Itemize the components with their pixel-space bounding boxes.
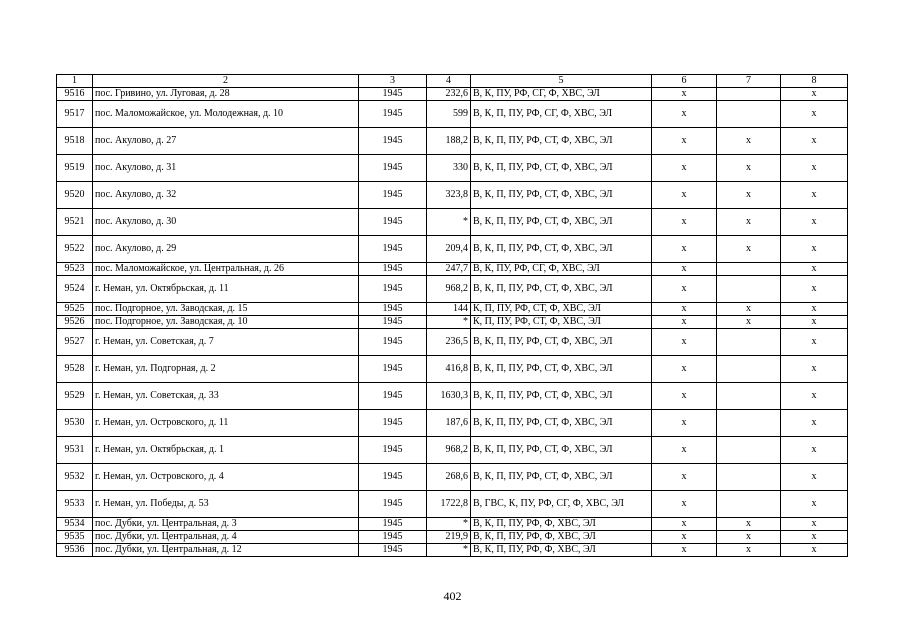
mark-cell-col7: х [717, 303, 781, 316]
row-number-cell: 9530 [57, 410, 93, 437]
table-row [57, 263, 848, 276]
year-cell: 1945 [359, 356, 427, 383]
mark-cell-col8: х [781, 329, 848, 356]
row-number-cell: 9534 [57, 518, 93, 531]
row-number-cell: 9524 [57, 276, 93, 303]
row-number-cell: 9516 [57, 88, 93, 101]
row-number-cell: 9529 [57, 383, 93, 410]
mark-cell-col7: х [717, 544, 781, 557]
table-row [57, 101, 848, 128]
mark-cell-col7: х [717, 128, 781, 155]
address-cell: пос. Акулово, д. 31 [93, 155, 359, 182]
table-row [57, 531, 848, 544]
address-cell: пос. Подгорное, ул. Заводская, д. 10 [93, 316, 359, 329]
structural-elements-cell: В, К, П, ПУ, РФ, СТ, Ф, ХВС, ЭЛ [471, 128, 652, 155]
address-cell: пос. Акулово, д. 30 [93, 209, 359, 236]
row-number-cell: 9519 [57, 155, 93, 182]
structural-elements-cell: В, К, П, ПУ, РФ, СТ, Ф, ХВС, ЭЛ [471, 182, 652, 209]
table-row [57, 316, 848, 329]
mark-cell-col6: х [652, 101, 717, 128]
area-cell: * [427, 544, 471, 557]
area-cell: 1630,3 [427, 383, 471, 410]
address-cell: г. Неман, ул. Островского, д. 4 [93, 464, 359, 491]
table-row [57, 437, 848, 464]
mark-cell-col6: х [652, 329, 717, 356]
mark-cell-col6: х [652, 182, 717, 209]
address-cell: пос. Маломожайское, ул. Молодежная, д. 10 [93, 101, 359, 128]
area-cell: 232,6 [427, 88, 471, 101]
mark-cell-col8: х [781, 128, 848, 155]
area-cell: 599 [427, 101, 471, 128]
address-cell: г. Неман, ул. Октябрьская, д. 1 [93, 437, 359, 464]
row-number-cell: 9523 [57, 263, 93, 276]
mark-cell-col8: х [781, 464, 848, 491]
row-number-cell: 9525 [57, 303, 93, 316]
mark-cell-col7 [717, 356, 781, 383]
table-row [57, 276, 848, 303]
area-cell: 247,7 [427, 263, 471, 276]
mark-cell-col8: х [781, 209, 848, 236]
column-header: 4 [427, 75, 471, 88]
table-row [57, 329, 848, 356]
structural-elements-cell: В, К, П, ПУ, РФ, СТ, Ф, ХВС, ЭЛ [471, 329, 652, 356]
address-cell: пос. Гривино, ул. Луговая, д. 28 [93, 88, 359, 101]
mark-cell-col8: х [781, 236, 848, 263]
housing-register-table [56, 74, 848, 557]
mark-cell-col6: х [652, 464, 717, 491]
area-cell: 968,2 [427, 276, 471, 303]
mark-cell-col6: х [652, 491, 717, 518]
mark-cell-col7: х [717, 182, 781, 209]
structural-elements-cell: В, К, П, ПУ, РФ, СТ, Ф, ХВС, ЭЛ [471, 356, 652, 383]
mark-cell-col7 [717, 410, 781, 437]
structural-elements-cell: В, К, ПУ, РФ, СГ, Ф, ХВС, ЭЛ [471, 263, 652, 276]
address-cell: г. Неман, ул. Октябрьская, д. 11 [93, 276, 359, 303]
column-header: 2 [93, 75, 359, 88]
mark-cell-col7 [717, 329, 781, 356]
mark-cell-col7 [717, 101, 781, 128]
table-row [57, 356, 848, 383]
mark-cell-col7: х [717, 155, 781, 182]
structural-elements-cell: В, К, П, ПУ, РФ, СТ, Ф, ХВС, ЭЛ [471, 155, 652, 182]
year-cell: 1945 [359, 518, 427, 531]
address-cell: пос. Маломожайское, ул. Центральная, д. 26 [93, 263, 359, 276]
mark-cell-col8: х [781, 155, 848, 182]
year-cell: 1945 [359, 410, 427, 437]
year-cell: 1945 [359, 101, 427, 128]
year-cell: 1945 [359, 544, 427, 557]
table-body [57, 75, 848, 557]
mark-cell-col7: х [717, 316, 781, 329]
column-header: 6 [652, 75, 717, 88]
year-cell: 1945 [359, 464, 427, 491]
year-cell: 1945 [359, 209, 427, 236]
structural-elements-cell: В, К, П, ПУ, РФ, СТ, Ф, ХВС, ЭЛ [471, 383, 652, 410]
table-row [57, 209, 848, 236]
table-row [57, 383, 848, 410]
area-cell: * [427, 209, 471, 236]
address-cell: пос. Дубки, ул. Центральная, д. 12 [93, 544, 359, 557]
address-cell: г. Неман, ул. Победы, д. 53 [93, 491, 359, 518]
mark-cell-col7 [717, 464, 781, 491]
mark-cell-col7: х [717, 236, 781, 263]
year-cell: 1945 [359, 276, 427, 303]
area-cell: 209,4 [427, 236, 471, 263]
year-cell: 1945 [359, 155, 427, 182]
mark-cell-col8: х [781, 276, 848, 303]
year-cell: 1945 [359, 88, 427, 101]
area-cell: 219,9 [427, 531, 471, 544]
area-cell: 188,2 [427, 128, 471, 155]
mark-cell-col6: х [652, 518, 717, 531]
structural-elements-cell: В, К, П, ПУ, РФ, СТ, Ф, ХВС, ЭЛ [471, 236, 652, 263]
page-number: 402 [443, 589, 462, 603]
mark-cell-col8: х [781, 544, 848, 557]
year-cell: 1945 [359, 531, 427, 544]
mark-cell-col7 [717, 263, 781, 276]
table-row [57, 128, 848, 155]
structural-elements-cell: В, К, П, ПУ, РФ, СГ, Ф, ХВС, ЭЛ [471, 101, 652, 128]
mark-cell-col6: х [652, 437, 717, 464]
structural-elements-cell: В, К, П, ПУ, РФ, СТ, Ф, ХВС, ЭЛ [471, 276, 652, 303]
address-cell: г. Неман, ул. Советская, д. 7 [93, 329, 359, 356]
table-row [57, 182, 848, 209]
mark-cell-col8: х [781, 383, 848, 410]
year-cell: 1945 [359, 303, 427, 316]
row-number-cell: 9532 [57, 464, 93, 491]
column-header: 3 [359, 75, 427, 88]
column-number-header-row [57, 75, 848, 88]
column-header: 1 [57, 75, 93, 88]
year-cell: 1945 [359, 316, 427, 329]
table-row [57, 544, 848, 557]
mark-cell-col7 [717, 437, 781, 464]
mark-cell-col8: х [781, 101, 848, 128]
mark-cell-col7 [717, 491, 781, 518]
structural-elements-cell: К, П, ПУ, РФ, СТ, Ф, ХВС, ЭЛ [471, 316, 652, 329]
mark-cell-col6: х [652, 303, 717, 316]
mark-cell-col8: х [781, 303, 848, 316]
mark-cell-col8: х [781, 356, 848, 383]
address-cell: г. Неман, ул. Подгорная, д. 2 [93, 356, 359, 383]
row-number-cell: 9520 [57, 182, 93, 209]
column-header: 7 [717, 75, 781, 88]
structural-elements-cell: В, К, П, ПУ, РФ, Ф, ХВС, ЭЛ [471, 531, 652, 544]
mark-cell-col7: х [717, 518, 781, 531]
area-cell: 323,8 [427, 182, 471, 209]
table-row [57, 155, 848, 182]
structural-elements-cell: В, К, П, ПУ, РФ, СТ, Ф, ХВС, ЭЛ [471, 209, 652, 236]
address-cell: г. Неман, ул. Советская, д. 33 [93, 383, 359, 410]
area-cell: * [427, 316, 471, 329]
area-cell: 416,8 [427, 356, 471, 383]
address-cell: пос. Дубки, ул. Центральная, д. 3 [93, 518, 359, 531]
area-cell: 236,5 [427, 329, 471, 356]
row-number-cell: 9528 [57, 356, 93, 383]
row-number-cell: 9527 [57, 329, 93, 356]
mark-cell-col6: х [652, 531, 717, 544]
table-row [57, 464, 848, 491]
table-row [57, 303, 848, 316]
address-cell: пос. Акулово, д. 32 [93, 182, 359, 209]
row-number-cell: 9533 [57, 491, 93, 518]
year-cell: 1945 [359, 236, 427, 263]
mark-cell-col8: х [781, 182, 848, 209]
table-row [57, 491, 848, 518]
mark-cell-col7 [717, 383, 781, 410]
row-number-cell: 9531 [57, 437, 93, 464]
structural-elements-cell: В, К, П, ПУ, РФ, Ф, ХВС, ЭЛ [471, 518, 652, 531]
table-row [57, 518, 848, 531]
area-cell: 187,6 [427, 410, 471, 437]
mark-cell-col6: х [652, 356, 717, 383]
mark-cell-col7: х [717, 531, 781, 544]
structural-elements-cell: В, К, П, ПУ, РФ, СТ, Ф, ХВС, ЭЛ [471, 410, 652, 437]
year-cell: 1945 [359, 491, 427, 518]
address-cell: пос. Акулово, д. 29 [93, 236, 359, 263]
mark-cell-col6: х [652, 236, 717, 263]
mark-cell-col7 [717, 276, 781, 303]
column-header: 8 [781, 75, 848, 88]
mark-cell-col8: х [781, 88, 848, 101]
mark-cell-col6: х [652, 155, 717, 182]
mark-cell-col8: х [781, 410, 848, 437]
structural-elements-cell: В, К, ПУ, РФ, СГ, Ф, ХВС, ЭЛ [471, 88, 652, 101]
structural-elements-cell: В, К, П, ПУ, РФ, Ф, ХВС, ЭЛ [471, 544, 652, 557]
structural-elements-cell: В, К, П, ПУ, РФ, СТ, Ф, ХВС, ЭЛ [471, 464, 652, 491]
year-cell: 1945 [359, 383, 427, 410]
table-row [57, 410, 848, 437]
mark-cell-col8: х [781, 263, 848, 276]
year-cell: 1945 [359, 263, 427, 276]
structural-elements-cell: К, П, ПУ, РФ, СТ, Ф, ХВС, ЭЛ [471, 303, 652, 316]
mark-cell-col6: х [652, 209, 717, 236]
mark-cell-col6: х [652, 276, 717, 303]
table-row [57, 236, 848, 263]
structural-elements-cell: В, ГВС, К, ПУ, РФ, СГ, Ф, ХВС, ЭЛ [471, 491, 652, 518]
table-row [57, 88, 848, 101]
mark-cell-col6: х [652, 263, 717, 276]
year-cell: 1945 [359, 128, 427, 155]
mark-cell-col8: х [781, 491, 848, 518]
year-cell: 1945 [359, 182, 427, 209]
row-number-cell: 9526 [57, 316, 93, 329]
mark-cell-col8: х [781, 437, 848, 464]
address-cell: пос. Подгорное, ул. Заводская, д. 15 [93, 303, 359, 316]
area-cell: 330 [427, 155, 471, 182]
row-number-cell: 9535 [57, 531, 93, 544]
address-cell: г. Неман, ул. Островского, д. 11 [93, 410, 359, 437]
year-cell: 1945 [359, 437, 427, 464]
area-cell: 968,2 [427, 437, 471, 464]
area-cell: 268,6 [427, 464, 471, 491]
column-header: 5 [471, 75, 652, 88]
area-cell: 1722,8 [427, 491, 471, 518]
row-number-cell: 9521 [57, 209, 93, 236]
mark-cell-col6: х [652, 88, 717, 101]
mark-cell-col8: х [781, 316, 848, 329]
structural-elements-cell: В, К, П, ПУ, РФ, СТ, Ф, ХВС, ЭЛ [471, 437, 652, 464]
area-cell: 144 [427, 303, 471, 316]
mark-cell-col7: х [717, 209, 781, 236]
year-cell: 1945 [359, 329, 427, 356]
mark-cell-col6: х [652, 383, 717, 410]
row-number-cell: 9522 [57, 236, 93, 263]
mark-cell-col6: х [652, 544, 717, 557]
mark-cell-col6: х [652, 128, 717, 155]
mark-cell-col6: х [652, 410, 717, 437]
row-number-cell: 9517 [57, 101, 93, 128]
mark-cell-col7 [717, 88, 781, 101]
row-number-cell: 9536 [57, 544, 93, 557]
mark-cell-col6: х [652, 316, 717, 329]
mark-cell-col8: х [781, 518, 848, 531]
row-number-cell: 9518 [57, 128, 93, 155]
area-cell: * [427, 518, 471, 531]
address-cell: пос. Акулово, д. 27 [93, 128, 359, 155]
address-cell: пос. Дубки, ул. Центральная, д. 4 [93, 531, 359, 544]
mark-cell-col8: х [781, 531, 848, 544]
